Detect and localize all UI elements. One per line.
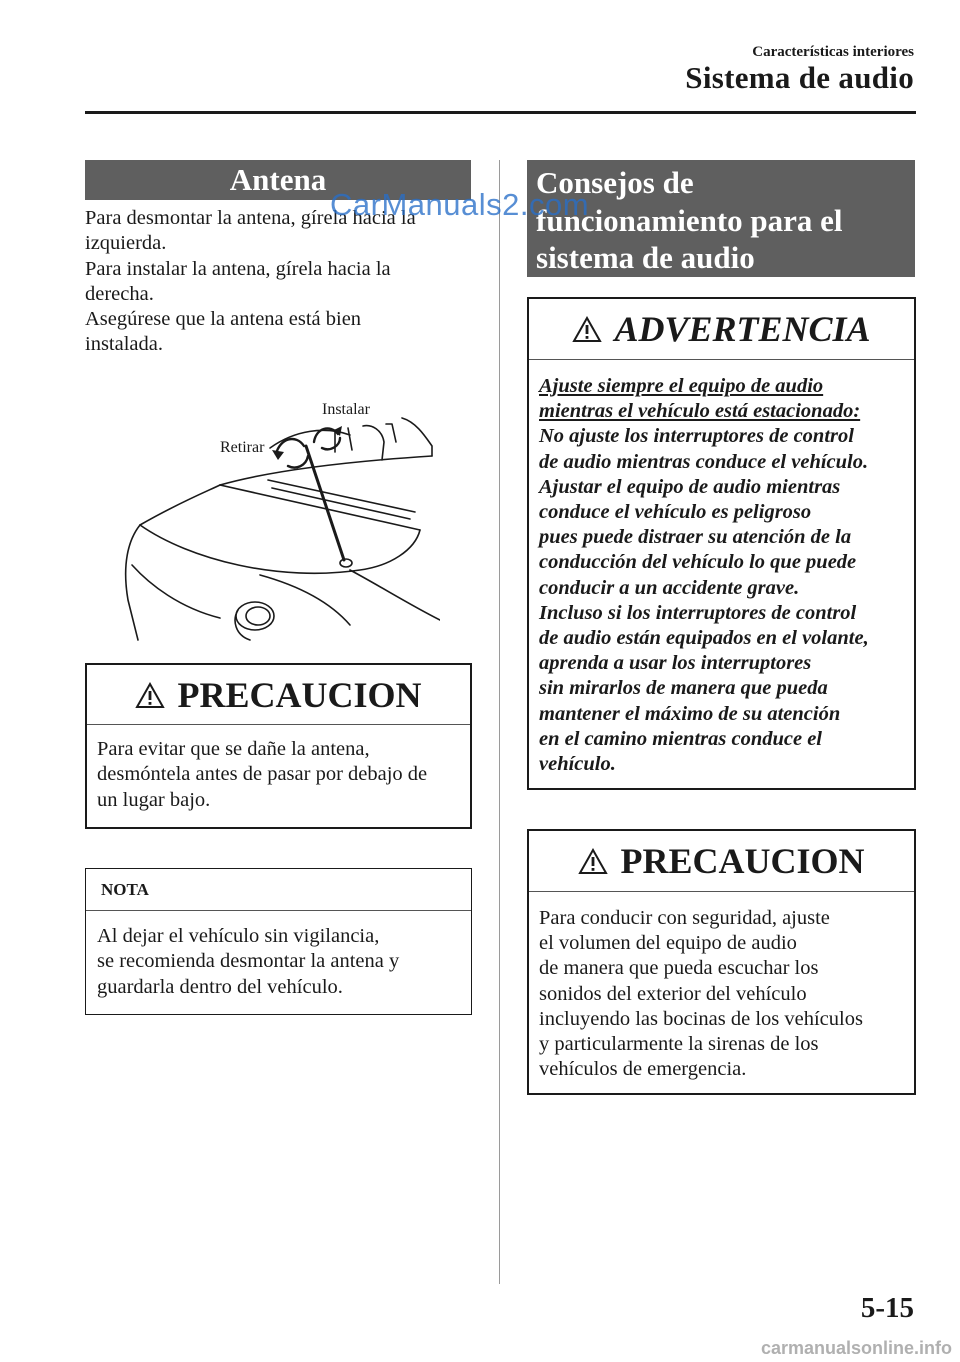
caution-box-header (529, 831, 914, 892)
caution-title: PRECAUCION (177, 674, 422, 715)
header-category: Características interiores (752, 44, 914, 60)
heading-line: Consejos de (536, 165, 694, 200)
note-body (86, 911, 471, 1000)
header-title: Sistema de audio (685, 60, 914, 95)
label-install: Instalar (322, 401, 370, 418)
warning-title: ADVERTENCIA (614, 309, 871, 350)
caution-line: el volumen del equipo de audio (539, 932, 797, 955)
note-line: se recomienda desmontar la antena y (97, 950, 400, 973)
paragraph-line: Para desmontar la antena, gírela hacia la (85, 207, 416, 229)
warning-line: pues puede distraer su atención de la (539, 526, 852, 549)
warning-box (527, 297, 916, 790)
caution-title: PRECAUCION (620, 841, 865, 882)
section-heading-antena: Antena (85, 160, 471, 200)
caution-line: desmóntela antes de pasar por debajo de (97, 763, 428, 786)
antenna-illustration (120, 390, 440, 645)
warning-lead-line: Ajuste siempre el equipo de audio (539, 375, 824, 397)
warning-triangle-icon (572, 316, 602, 343)
warning-line: en el camino mientras conduce el (539, 727, 822, 750)
paragraph-line: izquierda. (85, 232, 167, 255)
warning-body (529, 360, 914, 777)
caution-box-antenna (85, 663, 472, 829)
caution-line: Para evitar que se dañe la antena, (97, 738, 370, 760)
page-number: 5-15 (860, 1292, 914, 1324)
warning-line: Incluso si los interruptores de control (539, 601, 857, 624)
paragraph-line: Para instalar la antena, gírela hacia la (85, 257, 391, 280)
note-title: NOTA (86, 869, 471, 911)
caution-line: un lugar bajo. (97, 788, 211, 811)
paragraph-line: derecha. (85, 282, 154, 305)
caution-body (529, 892, 914, 1082)
warning-line: de audio están equipados en el volante, (539, 627, 869, 650)
caution-box-header (87, 665, 470, 725)
warning-line: conduce el vehículo es peligroso (539, 501, 812, 524)
warning-line: mantener el máximo de su atención (539, 702, 841, 725)
watermark-bottom: carmanualsonline.info (760, 1338, 952, 1358)
warning-line: conducir a un accidente grave. (539, 576, 800, 599)
warning-lead-line: mientras el vehículo está estacionado: (539, 400, 861, 423)
label-remove: Retirar (220, 439, 265, 456)
column-divider (499, 160, 500, 1284)
caution-line: y particularmente la sirenas de los (539, 1033, 819, 1056)
heading-line: sistema de audio (536, 240, 755, 275)
header-rule (85, 111, 916, 114)
caution-line: incluyendo las bocinas de los vehículos (539, 1007, 863, 1030)
caution-line: de manera que pueda escuchar los (539, 957, 819, 980)
warning-line: Ajustar el equipo de audio mientras (539, 475, 841, 498)
note-line: Al dejar el vehículo sin vigilancia, (97, 925, 380, 947)
note-line: guardarla dentro del vehículo. (97, 975, 343, 998)
caution-line: sonidos del exterior del vehículo (539, 982, 807, 1005)
warning-triangle-icon (578, 848, 608, 875)
caution-line: vehículos de emergencia. (539, 1058, 747, 1081)
caution-body (87, 725, 470, 813)
warning-box-header (529, 299, 914, 360)
warning-line: sin mirarlos de manera que pueda (539, 677, 828, 700)
paragraph-line: instalada. (85, 333, 163, 356)
caution-line: Para conducir con seguridad, ajuste (539, 907, 830, 929)
note-box (85, 868, 472, 1015)
warning-line: No ajuste los interruptores de control (539, 425, 854, 448)
caution-box-audio (527, 829, 916, 1095)
antena-paragraph (85, 206, 475, 358)
paragraph-line: Asegúrese que la antena está bien (85, 308, 362, 331)
warning-line: conducción del vehículo lo que puede (539, 551, 857, 574)
watermark-top: CarManuals2.com (330, 187, 590, 222)
warning-triangle-icon (135, 682, 165, 709)
warning-line: de audio mientras conduce el vehículo. (539, 450, 869, 473)
heading-line: funcionamiento para el (536, 202, 843, 238)
warning-line: aprenda a usar los interruptores (539, 652, 812, 675)
warning-line: vehículo. (539, 753, 616, 776)
